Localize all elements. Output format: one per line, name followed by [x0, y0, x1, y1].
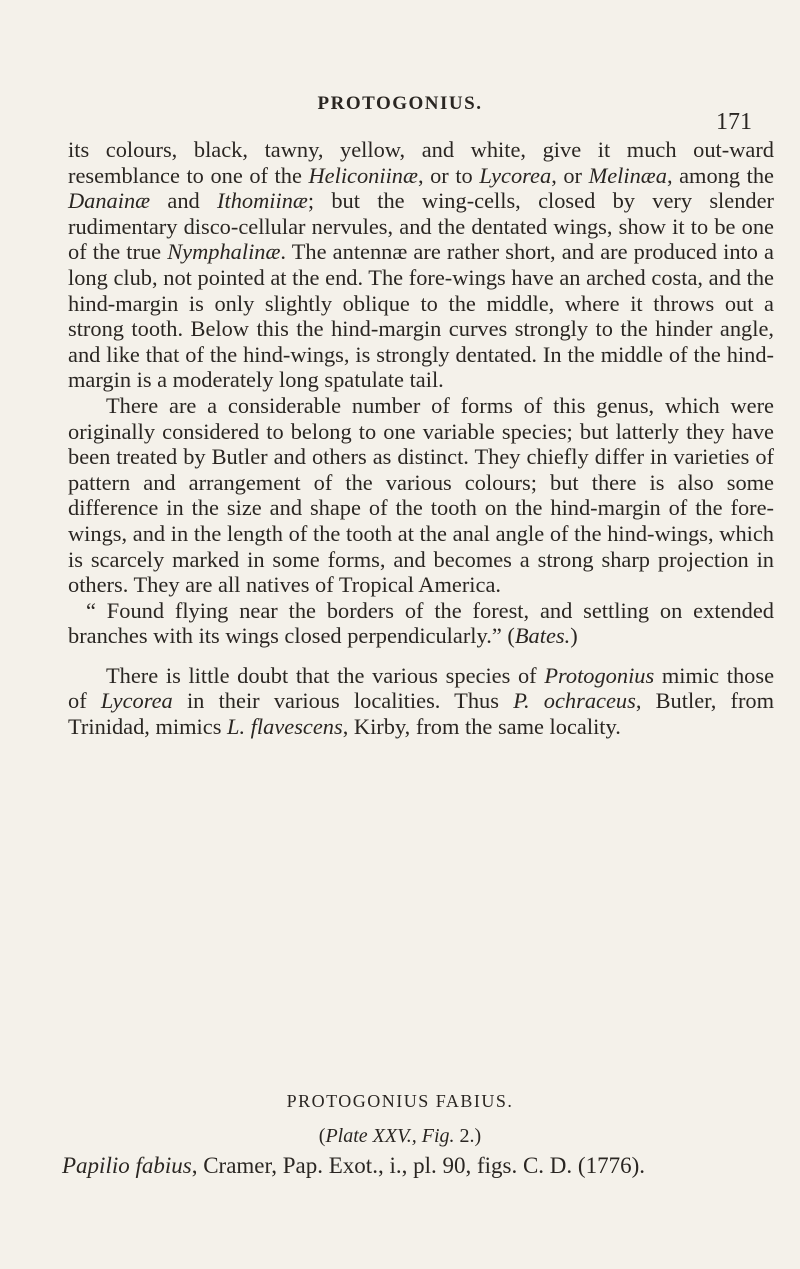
paragraph-mimicry [68, 663, 774, 740]
synonym-line [62, 1153, 782, 1179]
running-head-title: PROTOGONIUS. [317, 93, 483, 114]
plate-reference [0, 1125, 800, 1148]
plate-label: Plate XXV., Fig. [325, 1125, 455, 1147]
section-heading: PROTOGONIUS FABIUS. [286, 1091, 514, 1111]
taxon-danainae: Danainæ [68, 188, 151, 214]
body-text [68, 137, 774, 740]
text-run: , among the [666, 162, 774, 188]
text-run: mimic those of [68, 662, 775, 714]
paragraph-description [68, 137, 774, 393]
taxon-nymphalinae: Nymphalinæ [167, 239, 281, 265]
text-run: , or to [417, 162, 480, 188]
taxon-lycorea: Lycorea [479, 162, 552, 188]
text-run: and [150, 188, 218, 214]
taxon-melinaea: Melinæa [588, 162, 667, 188]
text-run: in their various localities. Thus [172, 688, 514, 714]
text-run: ; but the wing-cells, closed by very slender rudimentary disco-cellular nervules, and the dentated wings, show it to be one of the true [68, 188, 774, 265]
text-run: , Kirby, from the same locality. [342, 714, 621, 740]
quote-text: “ Found flying near the borders of the forest, and settling on extended branches with its wings closed perpendicularly.” ( [68, 597, 774, 649]
taxon-heliconiinae: Heliconiinæ [308, 162, 418, 188]
page-number: 171 [716, 109, 752, 135]
quote-author: Bates. [514, 623, 571, 649]
taxon-lycorea: Lycorea [100, 688, 173, 714]
paragraph-forms: There are a considerable number of forms of this genus, which were originally considered to belong to one variable species; but latterly they have been treated by Butler and others as distinct. They chiefly differ in varieties of pattern and arrangement of the various colours; but there is also some difference in the size and shape of the tooth on the hind-margin of the fore-wings, and in the length of the tooth at the anal angle of the hind-wings, which is scarcely marked in some forms, and becomes a strong sharp projection in others. They are all natives of Tropical America. [68, 392, 774, 598]
text-run: . The antennæ are rather short, and are produced into a long club, not pointed at the end. The fore-wings have an arched costa, and the hind-margin is only slightly oblique to the middle, where it throws out a strong tooth. Below this the hind-margin curves strongly to the hinder angle, and like that of the hind-wings, is strongly dentated. In the middle of the hind-margin is a moderately long spatulate tail. [68, 239, 774, 393]
text-run: ) [570, 623, 578, 649]
plate-number: 2.) [454, 1125, 482, 1147]
taxon-l-flavescens: L. flavescens [227, 714, 343, 740]
taxon-p-ochraceus: P. ochraceus [513, 688, 636, 714]
text-run: ( [318, 1125, 326, 1147]
synonym-name: Papilio fabius [62, 1153, 192, 1178]
text-run: , or [551, 162, 589, 188]
taxon-protogonius: Protogonius [544, 662, 655, 688]
synonym-citation: , Cramer, Pap. Exot., i., pl. 90, figs. C. D. (1776). [191, 1153, 645, 1178]
text-run: , Butler, from Trinidad, mimics [68, 688, 775, 740]
text-run: There is little doubt that the various species of [106, 662, 545, 688]
taxon-ithomiinae: Ithomiinæ [217, 188, 308, 214]
text-run: its colours, black, tawny, yellow, and white, give it much out-ward resemblance to one of the [68, 137, 774, 188]
paragraph-quote [68, 598, 774, 649]
